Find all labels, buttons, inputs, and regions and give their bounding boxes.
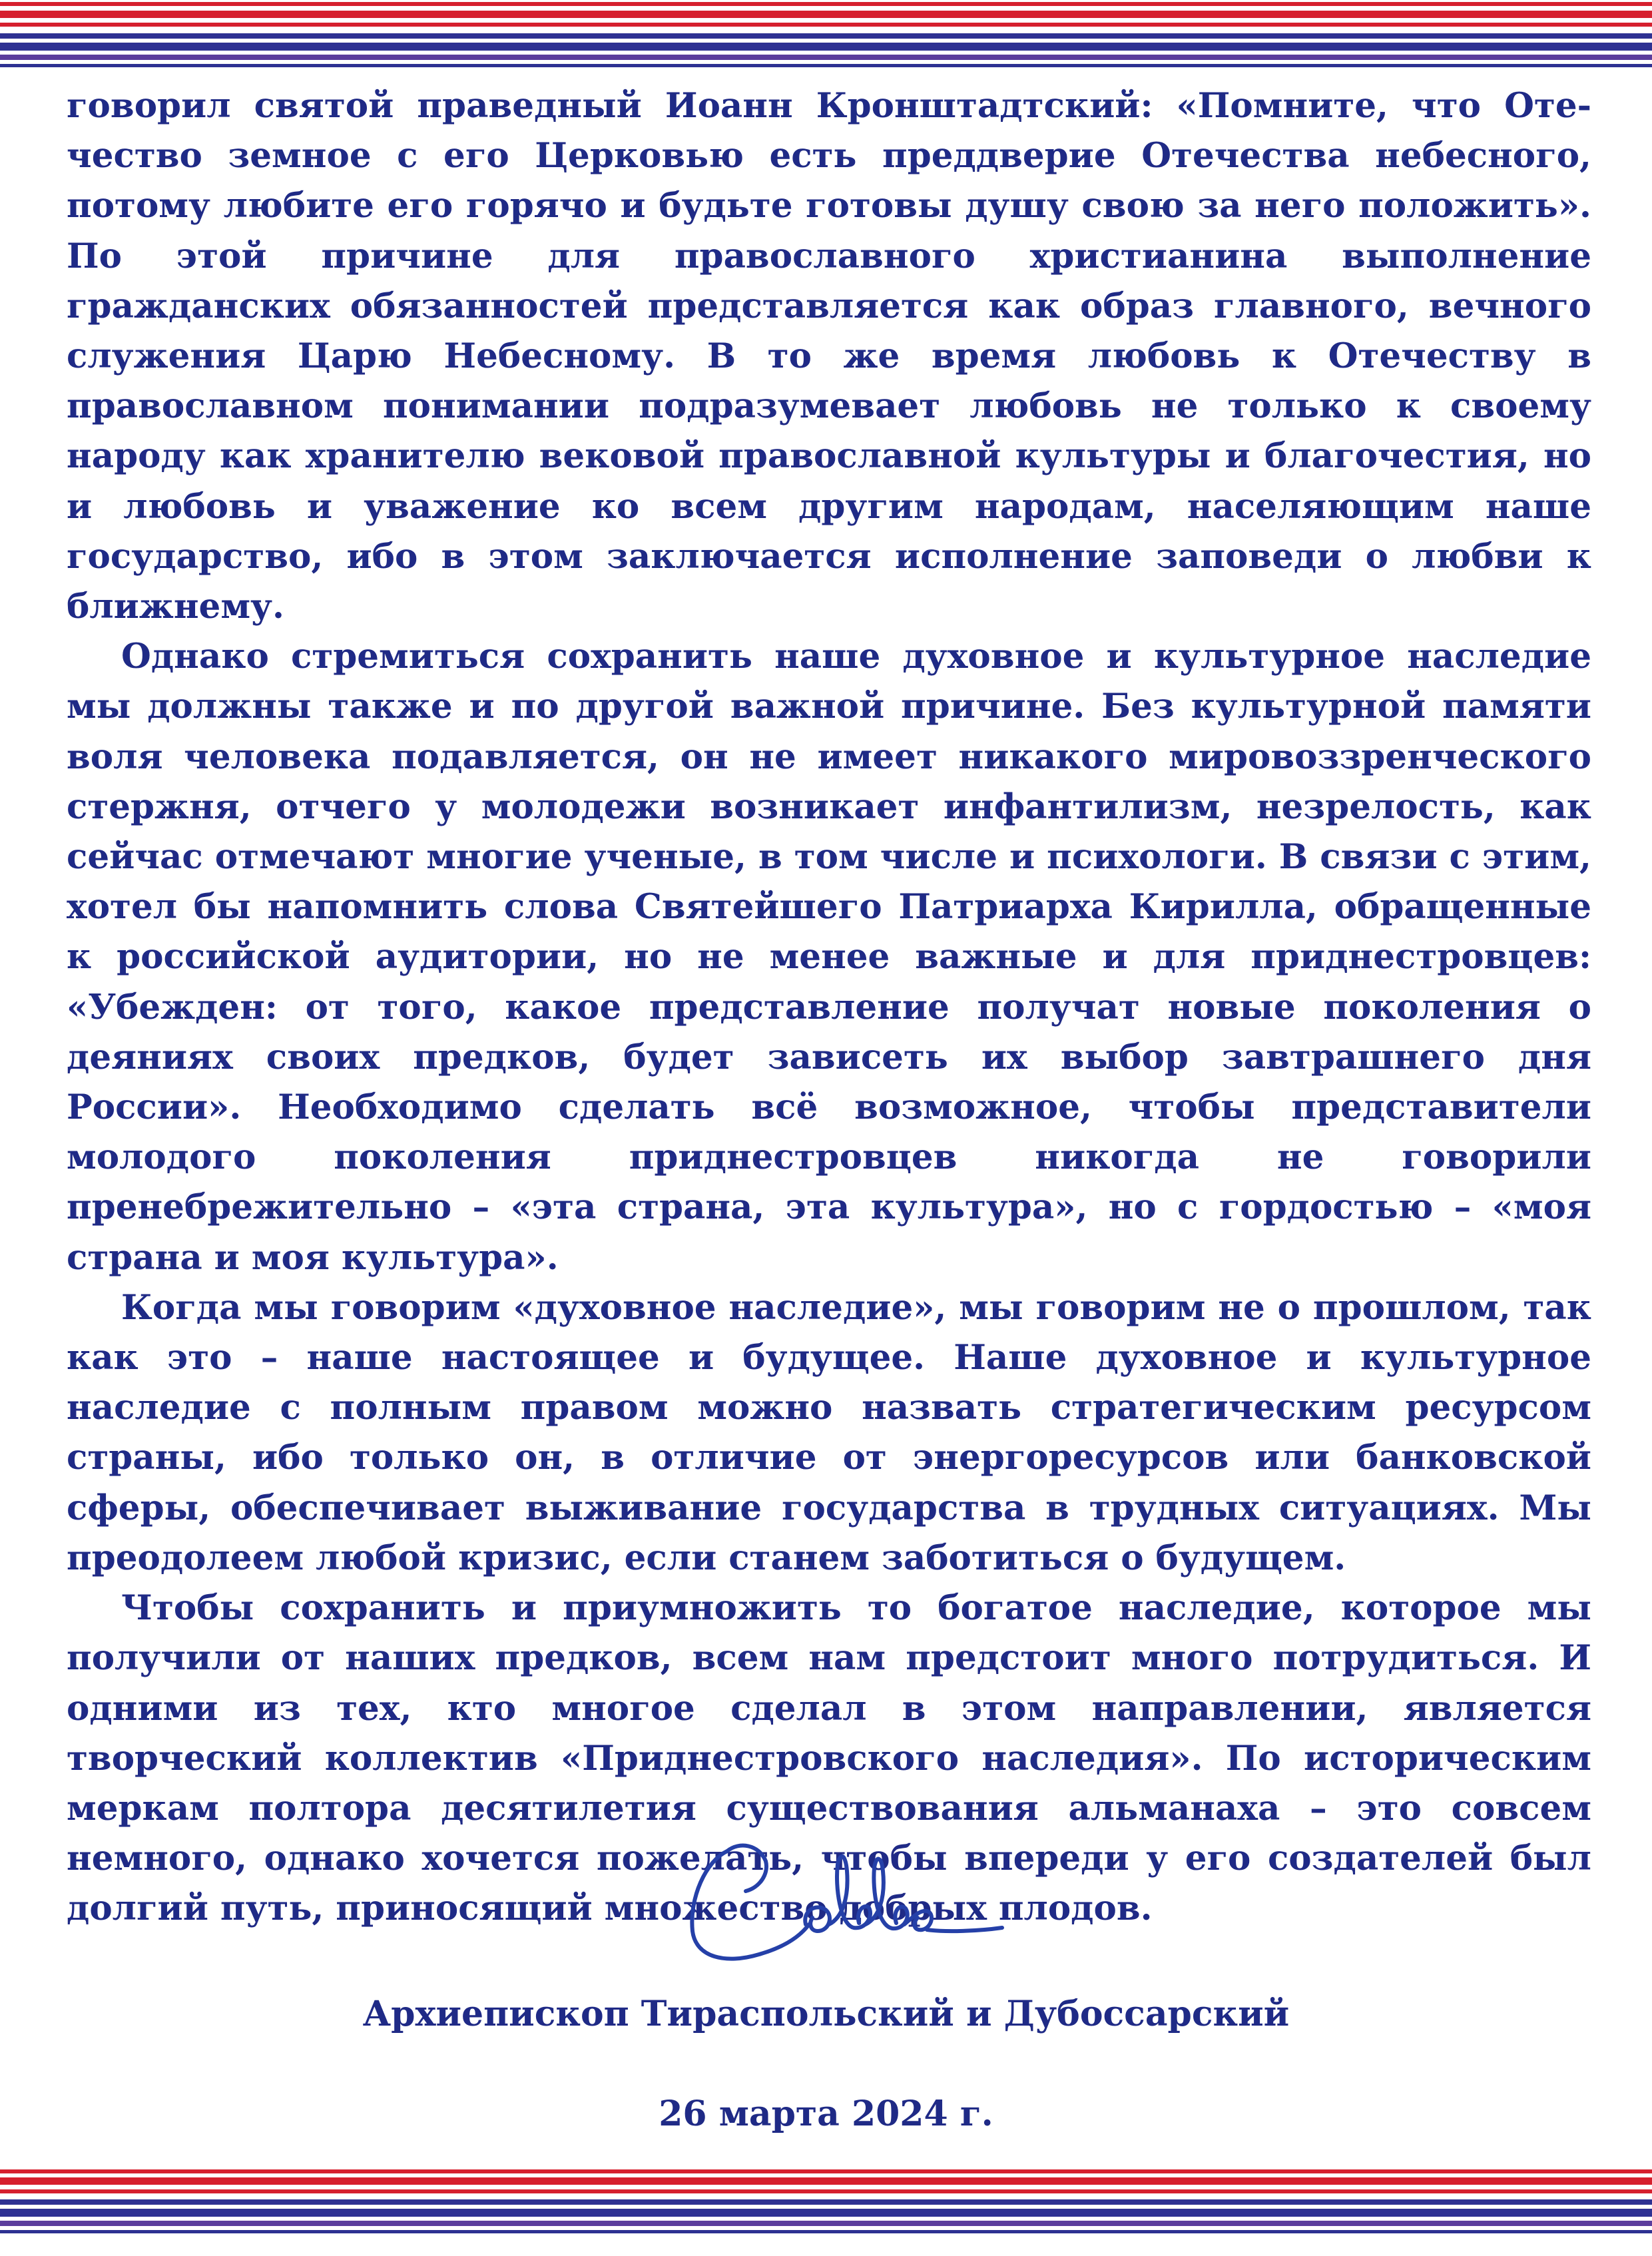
- paragraph-2: Однако стремиться сохранить наше духовное и культурное наследие мы должны также и по другой важной причине. Без культурной памяти воля человека подавляется, он не имеет никакого мировоззренческого стержня, отчего у молодежи возникает инфантилизм, незрелость, как сейчас отмечают многие ученые, в том числе и психологи. В связи с этим, хотел бы напомнить слова Святейшего Патриарха Кирилла, обращенные к российской аудитории, но не менее важные и для приднестровцев: «Убежден: от того, какое представление получат новые поколения о деяниях своих предков, будет зависеть их выбор завтрашнего дня России». Необходимо сделать всё возможное, чтобы представители молодого поколения приднестровцев никогда не говорили пренебрежительно – «эта страна, эта культура», но с гордостью – «моя страна и моя культура».: [67, 637, 1591, 1278]
- top-decorative-stripes: [0, 0, 1652, 75]
- paragraph-3: Когда мы говорим «духовное наследие», мы говорим не о прошлом, так как это – наше настоящее и будущее. Наше духовное и культурное наследие с полным правом можно назвать стратегическим ресурсом страны, ибо только он, в отличие от энергоресурсов или банковской сферы, обеспечивает выживание государства в трудных ситуациях. Мы преодолеем любой кризис, если станем заботиться о будущем.: [67, 1287, 1591, 1578]
- handwritten-signature: [666, 1825, 1012, 1978]
- paragraph-1: говорил святой праведный Иоанн Кронштадтский: «Помните, что Отечество земное с его Церковью есть преддверие Отечества небесного, потому любите его горячо и будьте готовы душу свою за него положить». По этой причине для православного христианина выполнение гражданских обязанностей представляется как образ главного, вечного служения Царю Небесному. В то же время любовь к Отечеству в православном понимании подразумевает любовь не только к своему народу как хранителю вековой православной культуры и благочестия, но и любовь и уважение ко всем другим народам, населяющим наше государство, ибо в этом заключается исполнение заповеди о любви к ближнему.: [67, 86, 1591, 627]
- signatory-title: Архиепископ Тираспольский и Дубоссарский: [362, 1994, 1290, 2034]
- bottom-decorative-stripes: [0, 2167, 1652, 2241]
- letter-date: 26 марта 2024 г.: [659, 2094, 993, 2134]
- paragraph-4: Чтобы сохранить и приумножить то богатое наследие, которое мы получили от наших предков, всем нам предстоит много потрудиться. И одними из тех, кто многое сделал в этом направлении, является творческий коллектив «Приднестровского наследия». По историческим меркам полтора десятилетия существования альманаха – это совсем немного, однако хочется пожелать, чтобы впереди у его создателей был долгий путь, приносящий множество добрых плодов.: [67, 1588, 1591, 1929]
- letter-body: [67, 81, 1591, 1934]
